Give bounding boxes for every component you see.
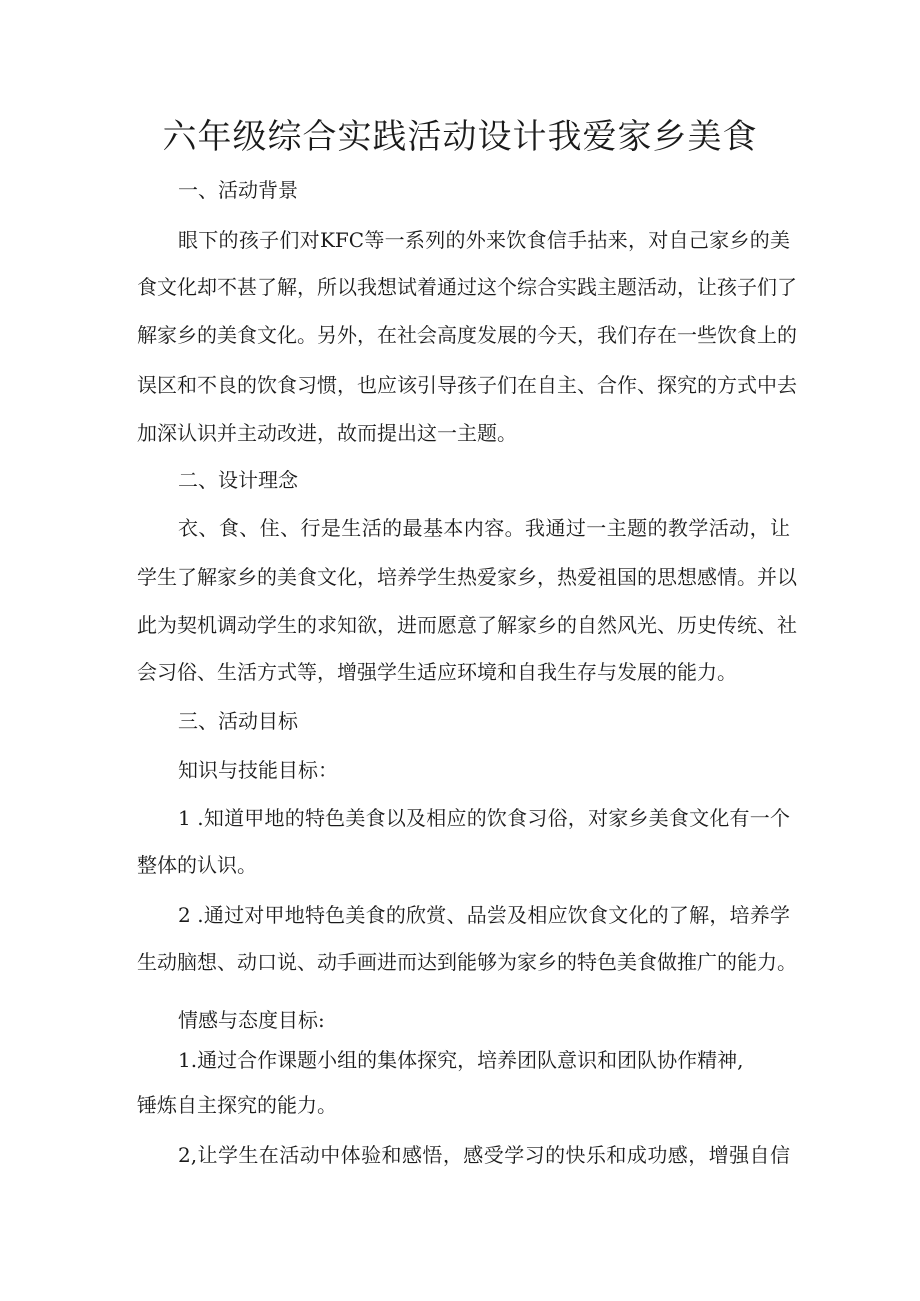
list-item-line: 1 .知道甲地的特色美食以及相应的饮食习俗，对家乡美食文化有一个 [178, 806, 790, 830]
list-item-line: 2,让学生在活动中体验和感悟，感受学习的快乐和成功感，增强自信 [178, 1143, 790, 1167]
list-item-line: 2 .通过对甲地特色美食的欣赏、品尝及相应饮食文化的了解，培养学 [178, 903, 790, 927]
section-heading-design-concept: 二、设计理念 [178, 468, 298, 492]
paragraph-line: 此为契机调动学生的求知欲，进而愿意了解家乡的自然风光、历史传统、社 [137, 613, 797, 637]
paragraph-line: 会习俗、生活方式等，增强学生适应环境和自我生存与发展的能力。 [137, 660, 737, 684]
subheading-knowledge-goals: 知识与技能目标： [178, 758, 338, 782]
paragraph-line: 加深认识并主动改进，故而提出这一主题。 [137, 421, 517, 445]
paragraph-line: 衣、食、住、行是生活的最基本内容。我通过一主题的教学活动，让 [178, 516, 790, 540]
section-heading-activity-goals: 三、活动目标 [178, 709, 298, 733]
paragraph-line: 眼下的孩子们对KFC等一系列的外来饮食信手拈来，对自己家乡的美 [178, 228, 790, 252]
section-heading-background: 一、活动背景 [178, 178, 298, 202]
list-item-line: 整体的认识。 [137, 853, 257, 877]
list-item-line: 锤炼自主探究的能力。 [137, 1093, 337, 1117]
paragraph-line: 食文化却不甚了解，所以我想试着通过这个综合实践主题活动，让孩子们了 [137, 275, 797, 299]
paragraph-line: 误区和不良的饮食习惯，也应该引导孩子们在自主、合作、探究的方式中去 [137, 373, 797, 397]
paragraph-line: 解家乡的美食文化。另外，在社会高度发展的今天，我们存在一些饮食上的 [137, 323, 797, 347]
list-item-line: 生动脑想、动口说、动手画进而达到能够为家乡的特色美食做推广的能力。 [137, 950, 797, 974]
paragraph-line: 学生了解家乡的美食文化，培养学生热爱家乡，热爱祖国的思想感情。并以 [137, 565, 797, 589]
document-title: 六年级综合实践活动设计我爱家乡美食 [162, 117, 758, 157]
subheading-emotion-goals: 情感与态度目标: [178, 1008, 325, 1032]
list-item-line: 1.通过合作课题小组的集体探究，培养团队意识和团队协作精神, [178, 1048, 744, 1072]
